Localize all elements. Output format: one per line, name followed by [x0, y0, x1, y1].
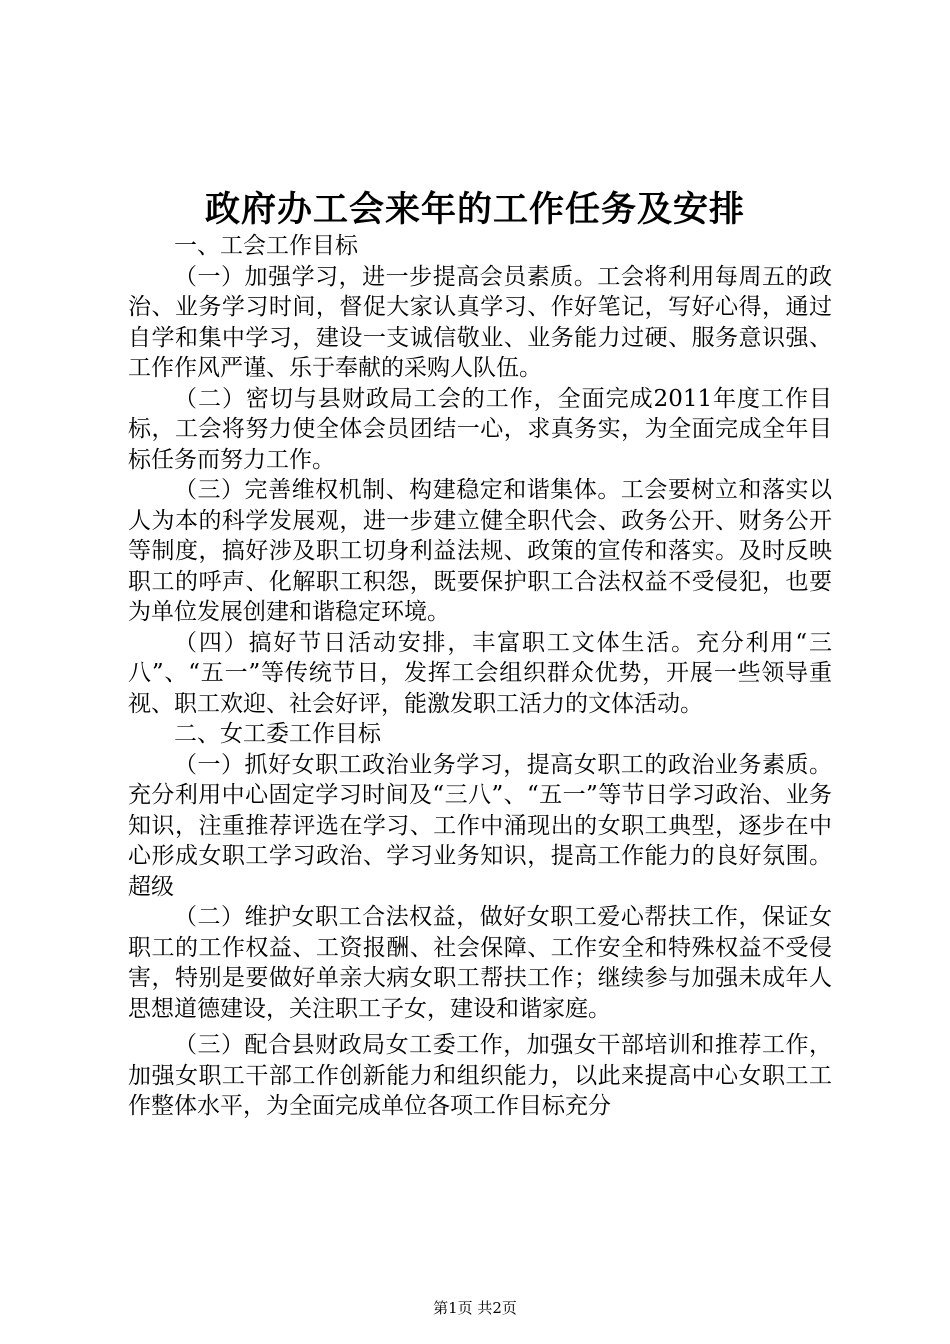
paragraph: （二）密切与县财政局工会的工作，全面完成2011年度工作目标，工会将努力使全体会员团结一心，求真务实，为全面完成全年目标任务而努力工作。	[128, 385, 832, 473]
document-title: 政府办工会来年的工作任务及安排	[204, 189, 745, 230]
document-body	[128, 231, 832, 1122]
section-heading-1: 一、工会工作目标	[174, 233, 358, 259]
section-heading-2: 二、女工委工作目标	[174, 721, 381, 747]
paragraph: （一）加强学习，进一步提高会员素质。工会将利用每周五的政治、业务学习时间，督促大家认真学习、作好笔记，写好心得，通过自学和集中学习，建设一支诚信敬业、业务能力过硬、服务意识强、工作作风严谨、乐于奉献的采购人队伍。	[128, 263, 832, 381]
paragraph: （一）抓好女职工政治业务学习，提高女职工的政治业务素质。充分利用中心固定学习时间及“三八”、“五一”等节日学习政治、业务知识，注重推荐评选在学习、工作中涌现出的女职工典型，逐步在中心形成女职工学习政治、学习业务知识，提高工作能力的良好氛围。超级	[128, 751, 832, 900]
page-indicator: 第1页 共2页	[433, 1299, 517, 1317]
paragraph: （四）搞好节日活动安排，丰富职工文体生活。充分利用“三八”、“五一”等传统节日，发挥工会组织群众优势，开展一些领导重视、职工欢迎、社会好评，能激发职工活力的文体活动。	[128, 629, 832, 717]
paragraph: （三）完善维权机制、构建稳定和谐集体。工会要树立和落实以人为本的科学发展观，进一步建立健全职代会、政务公开、财务公开等制度，搞好涉及职工切身利益法规、政策的宣传和落实。及时反映职工的呼声、化解职工积怨，既要保护职工合法权益不受侵犯，也要为单位发展创建和谐稳定环境。	[128, 477, 832, 625]
paragraph: （三）配合县财政局女工委工作，加强女干部培训和推荐工作，加强女职工干部工作创新能力和组织能力，以此来提高中心女职工工作整体水平，为全面完成单位各项工作目标充分	[128, 1032, 832, 1119]
paragraph: （二）维护女职工合法权益，做好女职工爱心帮扶工作，保证女职工的工作权益、工资报酬、社会保障、工作安全和特殊权益不受侵害，特别是要做好单亲大病女职工帮扶工作；继续参与加强未成年人思想道德建设，关注职工子女，建设和谐家庭。	[128, 904, 832, 1022]
